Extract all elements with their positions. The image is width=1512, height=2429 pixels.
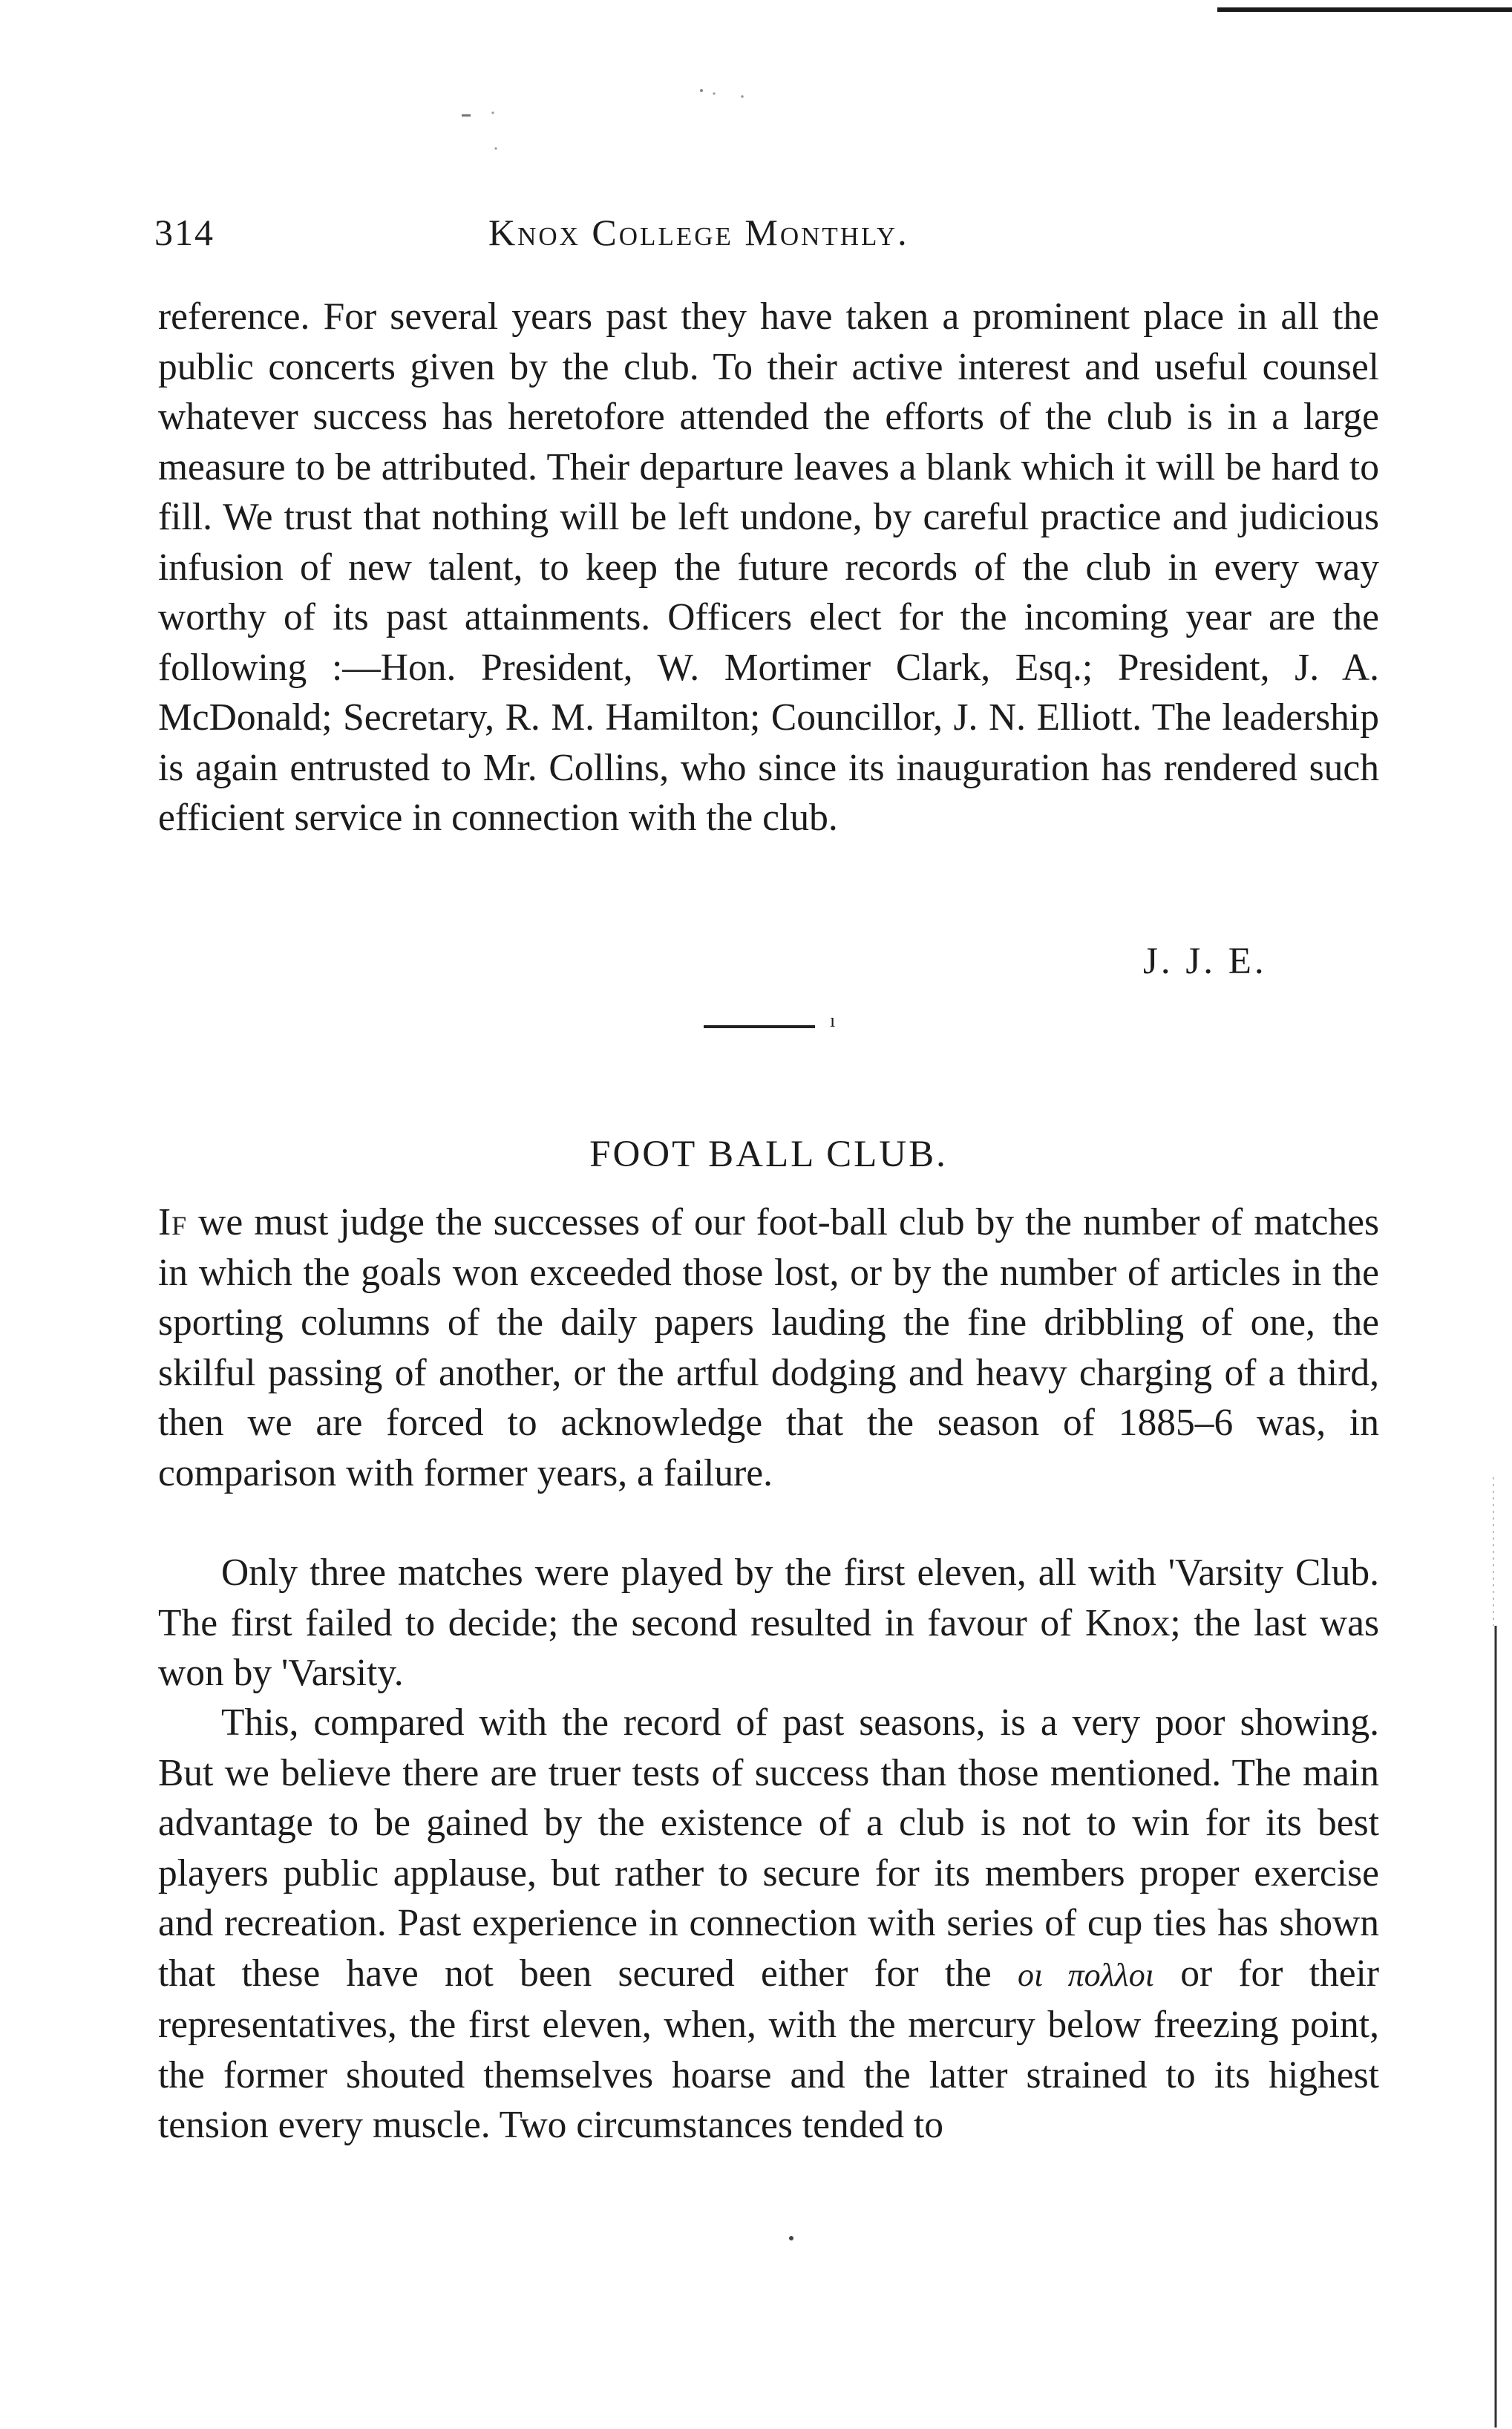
page-header xyxy=(154,199,1387,266)
author-initials: J. J. E. xyxy=(1143,941,1267,982)
paragraph-comparison-text-end: or for their representatives, the first eleven, when, with the mercury below freezing point, the former shouted themselves hoarse and the latter strained to its highest tension every muscle. Two circumstances tended to xyxy=(158,1952,1380,2146)
top-edge-rule xyxy=(1217,7,1512,12)
lead-word: If xyxy=(158,1201,188,1243)
section-separator xyxy=(704,1025,815,1028)
section-title: FOOT BALL CLUB. xyxy=(589,1134,948,1175)
print-specks xyxy=(445,82,757,163)
print-speck xyxy=(789,2236,793,2240)
page-number: 314 xyxy=(154,212,215,253)
paragraph-opening xyxy=(158,1197,1379,1498)
paragraph-comparison-text-start: This, compared with the record of past seasons, is a very poor showing. But we believe there are truer tests of success than those mentioned. The main advantage to be gained by the existence of a club is not to win for its best players public applause, but rather to secure for its members proper exercise and recreation. Past experience in connection with series of cup ties has shown that these have not been secured either for the xyxy=(158,1701,1379,1995)
running-head: Knox College Monthly. xyxy=(488,212,909,253)
greek-phrase: οι πολλοι xyxy=(1017,1956,1154,1993)
paragraph-opening-text: we must judge the successes of our foot-ball club by the number of matches in which the goals won exceeded those lost, or by the number of articles in the sporting columns of the daily papers lauding the fine dribbling of one, the skilful passing of another, or the artful dodging and heavy charging of a third, then we are forced to acknowledge that the season of 1885–6 was, in comparison with former years, a failure. xyxy=(158,1201,1379,1494)
paragraph-matches: Only three matches were played by the first eleven, all with 'Varsity Club. The first failed to decide; the second resulted in favour of Knox; the last was won by 'Varsity. xyxy=(158,1552,1379,1694)
page-edge-shadow xyxy=(1492,1477,1498,2428)
paragraph-continued: reference. For several years past they have taken a prominent place in all the public concerts given by the club. To their active interest and useful counsel whatever success has heretofore attended the efforts of the club is in a large measure to be attributed. Their departure leaves a blank which it will be hard to fill. We trust that nothing will be left undone, by careful practice and judicious infusion of new talent, to keep the future records of the club in every way worthy of its past attainments. Officers elect for the incoming year are the following :—Hon. President, W. Mortimer Clark, Esq.; President, J. A. McDonald; Secretary, R. M. Hamilton; Councillor, J. N. Elliott. The leadership is again entrusted to Mr. Collins, who since its inauguration has rendered such efficient service in connection with the club. xyxy=(158,295,1379,839)
paragraph-comparison xyxy=(158,1698,1379,2151)
separator-mark: ı xyxy=(830,1010,836,1031)
